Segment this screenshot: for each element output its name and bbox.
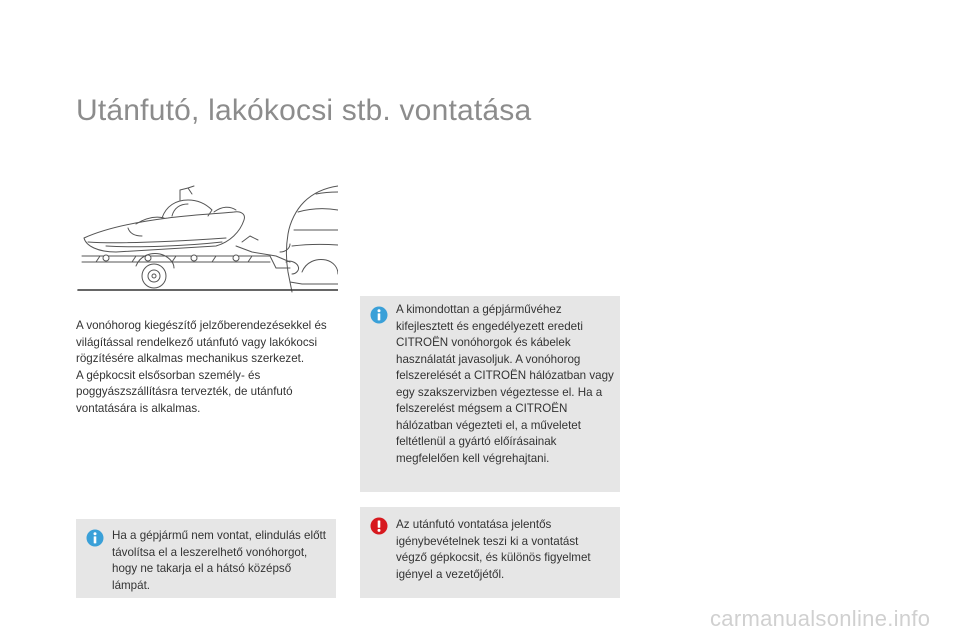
warning-note-text: Az utánfutó vontatása jelentős igénybevételnek teszi ki a vontatást végző gépkocsit, és különös figyelmet igényel a vezetőjétől. [396, 518, 591, 581]
info-icon [86, 529, 104, 547]
watermark: carmanualsonline.info [710, 606, 931, 631]
warning-icon [370, 517, 388, 535]
warning-note [360, 507, 620, 598]
page-title: Utánfutó, lakókocsi stb. vontatása [76, 94, 532, 127]
info-icon [370, 306, 388, 324]
info-note-recommendation-text: A kimondottan a gépjárművéhez kifejlesztett és engedélyezett eredeti CITROËN vonóhorgok és kábelek használatát javasoljuk. A vonóhorog felszerelését a CITROËN hálózatban vagy egy szakszervizben végeztesse el. Ha a felszerelést mégsem a CITROËN hálózatban végezteti el, a műveletet feltétlenül a gyártó előírásainak megfelelően kell végrehajtani. [396, 303, 614, 465]
intro-text [76, 318, 341, 417]
info-note-towbar [76, 519, 336, 598]
trailer-jetski-illustration [76, 182, 338, 297]
intro-paragraph-1: A vonóhorog kiegészítő jelzőberendezésekkel és világítással rendelkező utánfutó vagy lakókocsi rögzítésére alkalmas mechanikus szerkezet. [76, 319, 327, 365]
info-note-towbar-text: Ha a gépjármű nem vontat, elindulás előtt távolítsa el a leszerelhető vonóhorgot, hogy ne takarja el a hátsó középső lámpát. [112, 529, 326, 592]
intro-paragraph-2: A gépkocsit elsősorban személy- és poggyászszállításra tervezték, de utánfutó vontatására is alkalmas. [76, 368, 293, 415]
info-note-recommendation [360, 296, 620, 492]
